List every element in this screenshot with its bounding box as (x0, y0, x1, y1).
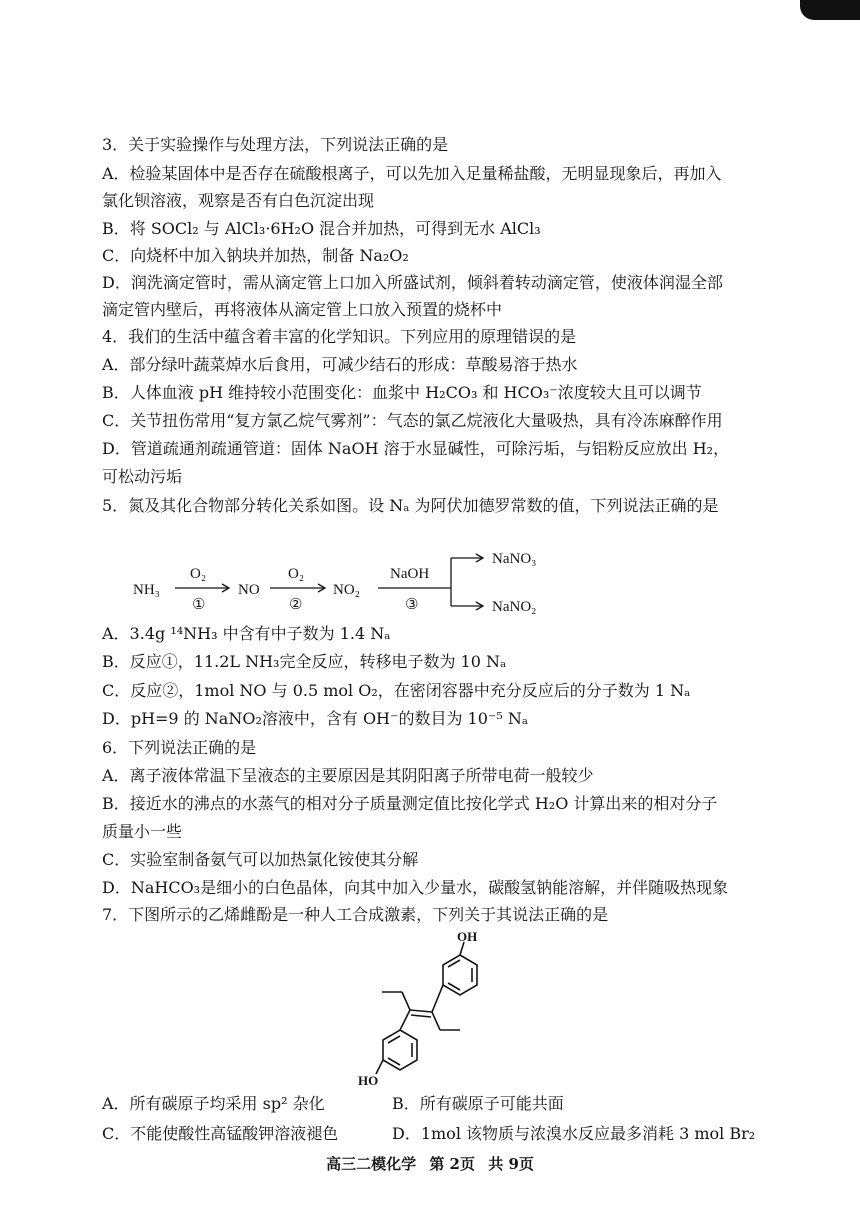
hydroxyl-top-label: OH (457, 930, 478, 944)
q4-option-c: C．关节扭伤常用“复方氯乙烷气雾剂”：气态的氯乙烷液化大量吸热，具有冷冻麻醉作用 (102, 411, 723, 430)
scheme-nano2: NaNO₂ (492, 599, 537, 615)
hydroxyl-bottom-label: HO (358, 1073, 379, 1088)
q7-option-d: D．1mol 该物质与浓溴水反应最多消耗 3 mol Br₂ (392, 1124, 756, 1143)
q5-option-d: D．pH=9 的 NaNO₂溶液中，含有 OH⁻的数目为 10⁻⁵ Nₐ (102, 709, 529, 728)
scheme-arrowhead-down (476, 602, 483, 610)
q7-option-b: B．所有碳原子可能共面 (392, 1094, 564, 1113)
footer-page-number: 第 2页 (429, 1155, 475, 1173)
scheme-arrowhead-up (476, 554, 483, 562)
scheme-no: NO (238, 582, 260, 598)
q6-option-c: C．实验室制备氨气可以加热氯化铵使其分解 (102, 850, 419, 869)
footer-total-pages: 共 9页 (488, 1155, 534, 1173)
q5-option-b: B．反应①，11.2L NH₃完全反应，转移电子数为 10 Nₐ (102, 652, 507, 671)
scheme-naoh: NaOH (390, 566, 430, 582)
scheme-reaction-1: ① (192, 597, 206, 613)
q3-stem: 3．关于实验操作与处理方法，下列说法正确的是 (102, 135, 449, 154)
q3-option-d-cont: 滴定管内壁后，再将液体从滴定管上口放入预置的烧杯中 (102, 300, 503, 319)
q3-option-b: B．将 SOCl₂ 与 AlCl₃·6H₂O 混合并加热，可得到无水 AlCl₃ (102, 219, 541, 238)
q6-option-b: B．接近水的沸点的水蒸气的相对分子质量测定值比按化学式 H₂O 计算出来的相对分子 (102, 794, 718, 813)
q5-option-a: A．3.4g ¹⁴NH₃ 中含有中子数为 1.4 Nₐ (102, 624, 391, 643)
scheme-reaction-2: ② (289, 597, 303, 613)
scheme-o2-1: O₂ (190, 566, 207, 582)
q7-stem: 7．下图所示的乙烯雌酚是一种人工合成激素，下列关于其说法正确的是 (102, 905, 609, 924)
q4-option-d: D．管道疏通剂疏通管道：固体 NaOH 溶于水显碱性，可除污垢，与铝粉反应放出 H₂， (102, 439, 730, 458)
q5-option-c: C．反应②，1mol NO 与 0.5 mol O₂，在密闭容器中充分反应后的分子数为 1 Nₐ (102, 681, 691, 700)
q4-option-d-cont: 可松动污垢 (102, 467, 183, 486)
q7-option-c: C．不能使酸性高锰酸钾溶液褪色 (102, 1124, 339, 1143)
q7-option-a: A．所有碳原子均采用 sp² 杂化 (102, 1094, 325, 1113)
scheme-arrowhead-1 (222, 584, 229, 592)
scheme-reaction-3: ③ (405, 597, 419, 613)
q5-stem: 5．氮及其化合物部分转化关系如图。设 Nₐ 为阿伏加德罗常数的值，下列说法正确的是 (102, 496, 719, 515)
scheme-o2-2: O₂ (288, 566, 305, 582)
q6-option-b-cont: 质量小一些 (102, 822, 183, 841)
q6-stem: 6．下列说法正确的是 (102, 738, 257, 757)
q4-option-b: B．人体血液 pH 维持较小范围变化：血浆中 H₂CO₃ 和 HCO₃⁻浓度较大且可以调节 (102, 383, 702, 402)
scan-corner-mark (800, 0, 860, 20)
q3-option-c: C．向烧杯中加入钠块并加热，制备 Na₂O₂ (102, 246, 409, 265)
alkene-bond (410, 1010, 432, 1012)
scheme-nh3: NH₃ (133, 582, 160, 598)
q3-option-a: A．检验某固体中是否存在硫酸根离子，可以先加入足量稀盐酸，无明显现象后，再加入 (102, 164, 722, 183)
scheme-nano3: NaNO₃ (492, 551, 537, 567)
scheme-no2: NO₂ (333, 582, 360, 598)
page-footer (0, 1153, 860, 1174)
q6-option-d: D．NaHCO₃是细小的白色晶体，向其中加入少量水，碳酸氢钠能溶解，并伴随吸热现象 (102, 878, 729, 897)
q4-option-a: A．部分绿叶蔬菜焯水后食用，可减少结石的形成：草酸易溶于热水 (102, 355, 578, 374)
q4-stem: 4．我们的生活中蕴含着丰富的化学知识。下列应用的原理错误的是 (102, 327, 577, 346)
footer-subject: 高三二模化学 (326, 1155, 417, 1173)
q3-option-d: D．润洗滴定管时，需从滴定管上口加入所盛试剂，倾斜着转动滴定管，使液体润湿全部 (102, 273, 723, 292)
diethylstilbestrol-structure (340, 930, 530, 1090)
scheme-arrowhead-2 (318, 584, 325, 592)
q3-option-a-cont: 氯化钡溶液，观察是否有白色沉淀出现 (102, 191, 375, 210)
q6-option-a: A．离子液体常温下呈液态的主要原因是其阴阳离子所带电荷一般较少 (102, 766, 594, 785)
